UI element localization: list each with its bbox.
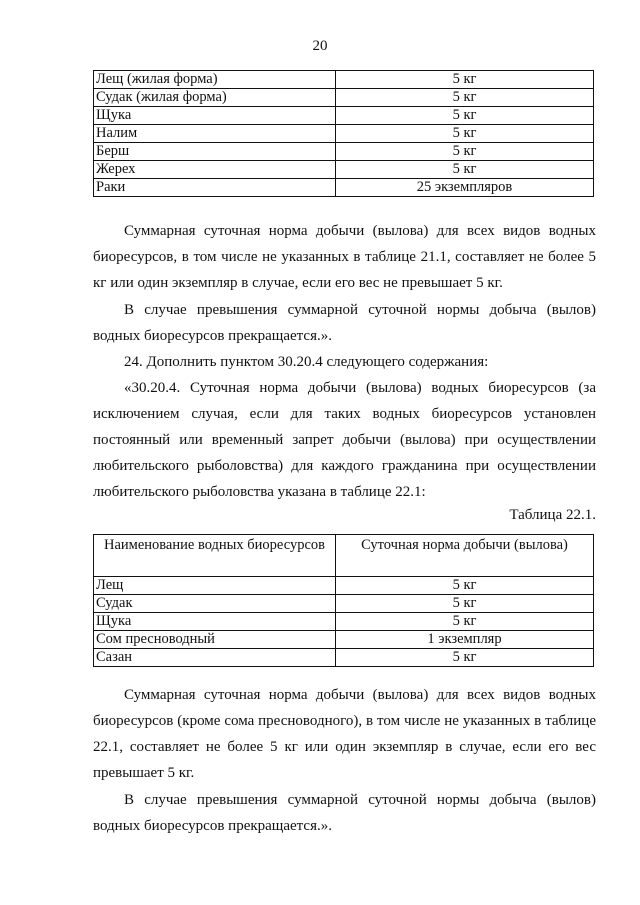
daily-limit: 5 кг (336, 71, 594, 89)
daily-limit: 5 кг (336, 613, 594, 631)
daily-limit: 25 экземпляров (336, 179, 594, 197)
table-row (94, 125, 594, 143)
daily-limit: 5 кг (336, 595, 594, 613)
exceeding-limit-paragraph-2: В случае превышения суммарной суточной нормы добыча (вылов) водных биоресурсов прекращается.». (93, 792, 596, 834)
species-name: Налим (94, 125, 336, 143)
species-name: Сазан (94, 649, 336, 667)
exceeding-limit-paragraph: В случае превышения суммарной суточной нормы добыча (вылов) водных биоресурсов прекращается.». (93, 302, 596, 344)
page-number: 20 (312, 38, 328, 54)
catch-limits-table-continued (93, 70, 594, 197)
table-caption: Таблица 22.1. (509, 507, 596, 523)
table-row (94, 577, 594, 595)
species-name: Щука (94, 107, 336, 125)
table-row (94, 179, 594, 197)
daily-limit: 5 кг (336, 161, 594, 179)
table-row (94, 631, 594, 649)
species-name: Жерех (94, 161, 336, 179)
daily-limit: 5 кг (336, 125, 594, 143)
species-name: Судак (жилая форма) (94, 89, 336, 107)
daily-limit: 1 экземпляр (336, 631, 594, 649)
total-limit-paragraph-2: Суммарная суточная норма добычи (вылова) для всех видов водных биоресурсов (кроме сома пресноводного), в том числе не указанных в таблице 22.1, составляет не более 5 кг или один экземпляр в случае, если его вес превышает 5 кг. (93, 687, 596, 781)
column-header-limit: Суточная норма добычи (вылова) (336, 535, 594, 577)
table-row (94, 613, 594, 631)
table-row (94, 649, 594, 667)
species-name: Лещ (94, 577, 336, 595)
species-name: Лещ (жилая форма) (94, 71, 336, 89)
total-limit-paragraph: Суммарная суточная норма добычи (вылова) для всех видов водных биоресурсов, в том числе не указанных в таблице 21.1, составляет не более 5 кг или один экземпляр в случае, если его вес не превышает 5 кг. (93, 223, 596, 291)
table-row (94, 143, 594, 161)
table-row (94, 595, 594, 613)
species-name: Щука (94, 613, 336, 631)
table-row (94, 71, 594, 89)
table-row (94, 161, 594, 179)
species-name: Раки (94, 179, 336, 197)
daily-limit: 5 кг (336, 649, 594, 667)
table-header-row (94, 535, 594, 577)
daily-limit: 5 кг (336, 89, 594, 107)
daily-limit: 5 кг (336, 143, 594, 161)
daily-limit: 5 кг (336, 107, 594, 125)
daily-limits-table-22-1 (93, 534, 594, 667)
table-row (94, 89, 594, 107)
clause-30-20-4-paragraph: «30.20.4. Суточная норма добычи (вылова) водных биоресурсов (за исключением случая, если для таких водных биоресурсов установлен постоянный или временный запрет добычи (вылова) при осуществлении любительского рыболовства) для каждого гражданина при осуществлении любительского рыболовства указана в таблице 22.1: (93, 380, 596, 500)
table-row (94, 107, 594, 125)
species-name: Судак (94, 595, 336, 613)
species-name: Сом пресноводный (94, 631, 336, 649)
column-header-species: Наименование водных биоресурсов (94, 535, 336, 577)
daily-limit: 5 кг (336, 577, 594, 595)
amendment-paragraph: 24. Дополнить пунктом 30.20.4 следующего содержания: (124, 354, 489, 370)
species-name: Берш (94, 143, 336, 161)
